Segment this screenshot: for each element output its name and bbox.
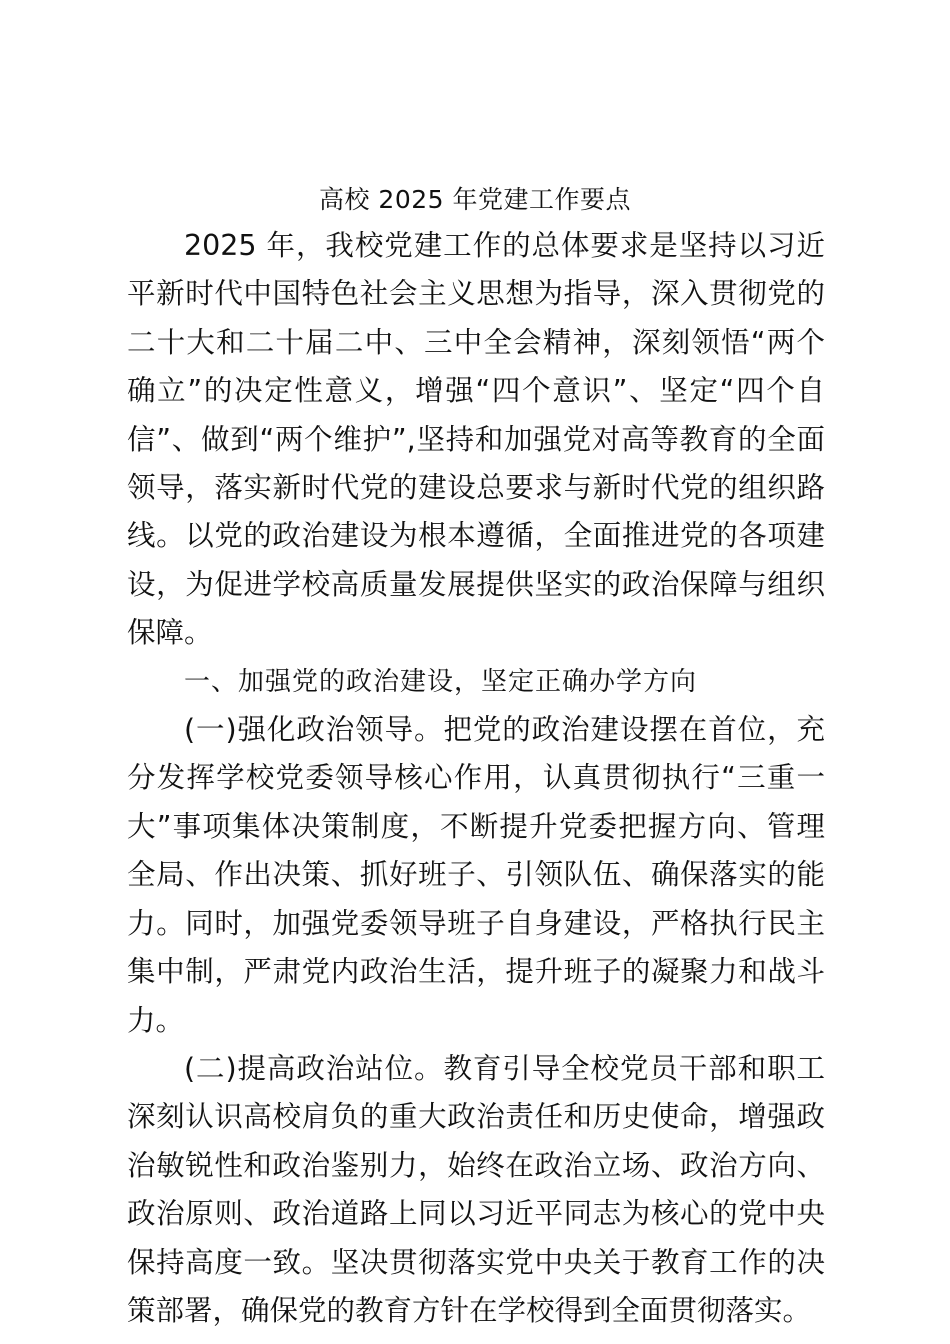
document-title: 高校 2025 年党建工作要点 (318, 185, 632, 214)
section-1-item-2: (二)提高政治站位。教育引导全校党员干部和职工深刻认识高校肩负的重大政治责任和历史使命，增强政治敏锐性和政治鉴别力，始终在政治立场、政治方向、政治原则、政治道路上同以习近平同志为核心的党中央保持高度一致。坚决贯彻落实党中央关于教育工作的决策部署，确保党的教育方针在学校得到全面贯彻落实。 (127, 1051, 825, 1327)
section-heading-1: 一、加强党的政治建设，坚定正确办学方向 (184, 666, 698, 697)
intro-paragraph: 2025 年，我校党建工作的总体要求是坚持以习近平新时代中国特色社会主义思想为指导，深入贯彻党的二十大和二十届二中、三中全会精神，深刻领悟“两个确立”的决定性意义，增强“四个意识”、坚定“四个自信”、做到“两个维护”,坚持和加强党对高等教育的全面领导，落实新时代党的建设总要求与新时代党的组织路线。以党的政治建设为根本遵循，全面推进党的各项建设，为促进学校高质量发展提供坚实的政治保障与组织保障。 (127, 229, 825, 650)
section-1-item-1: (一)强化政治领导。把党的政治建设摆在首位，充分发挥学校党委领导核心作用，认真贯彻执行“三重一大”事项集体决策制度，不断提升党委把握方向、管理全局、作出决策、抓好班子、引领队伍、确保落实的能力。同时，加强党委领导班子自身建设，严格执行民主集中制，严肃党内政治生活，提升班子的凝聚力和战斗力。 (127, 713, 825, 1037)
document-body (127, 222, 825, 1335)
